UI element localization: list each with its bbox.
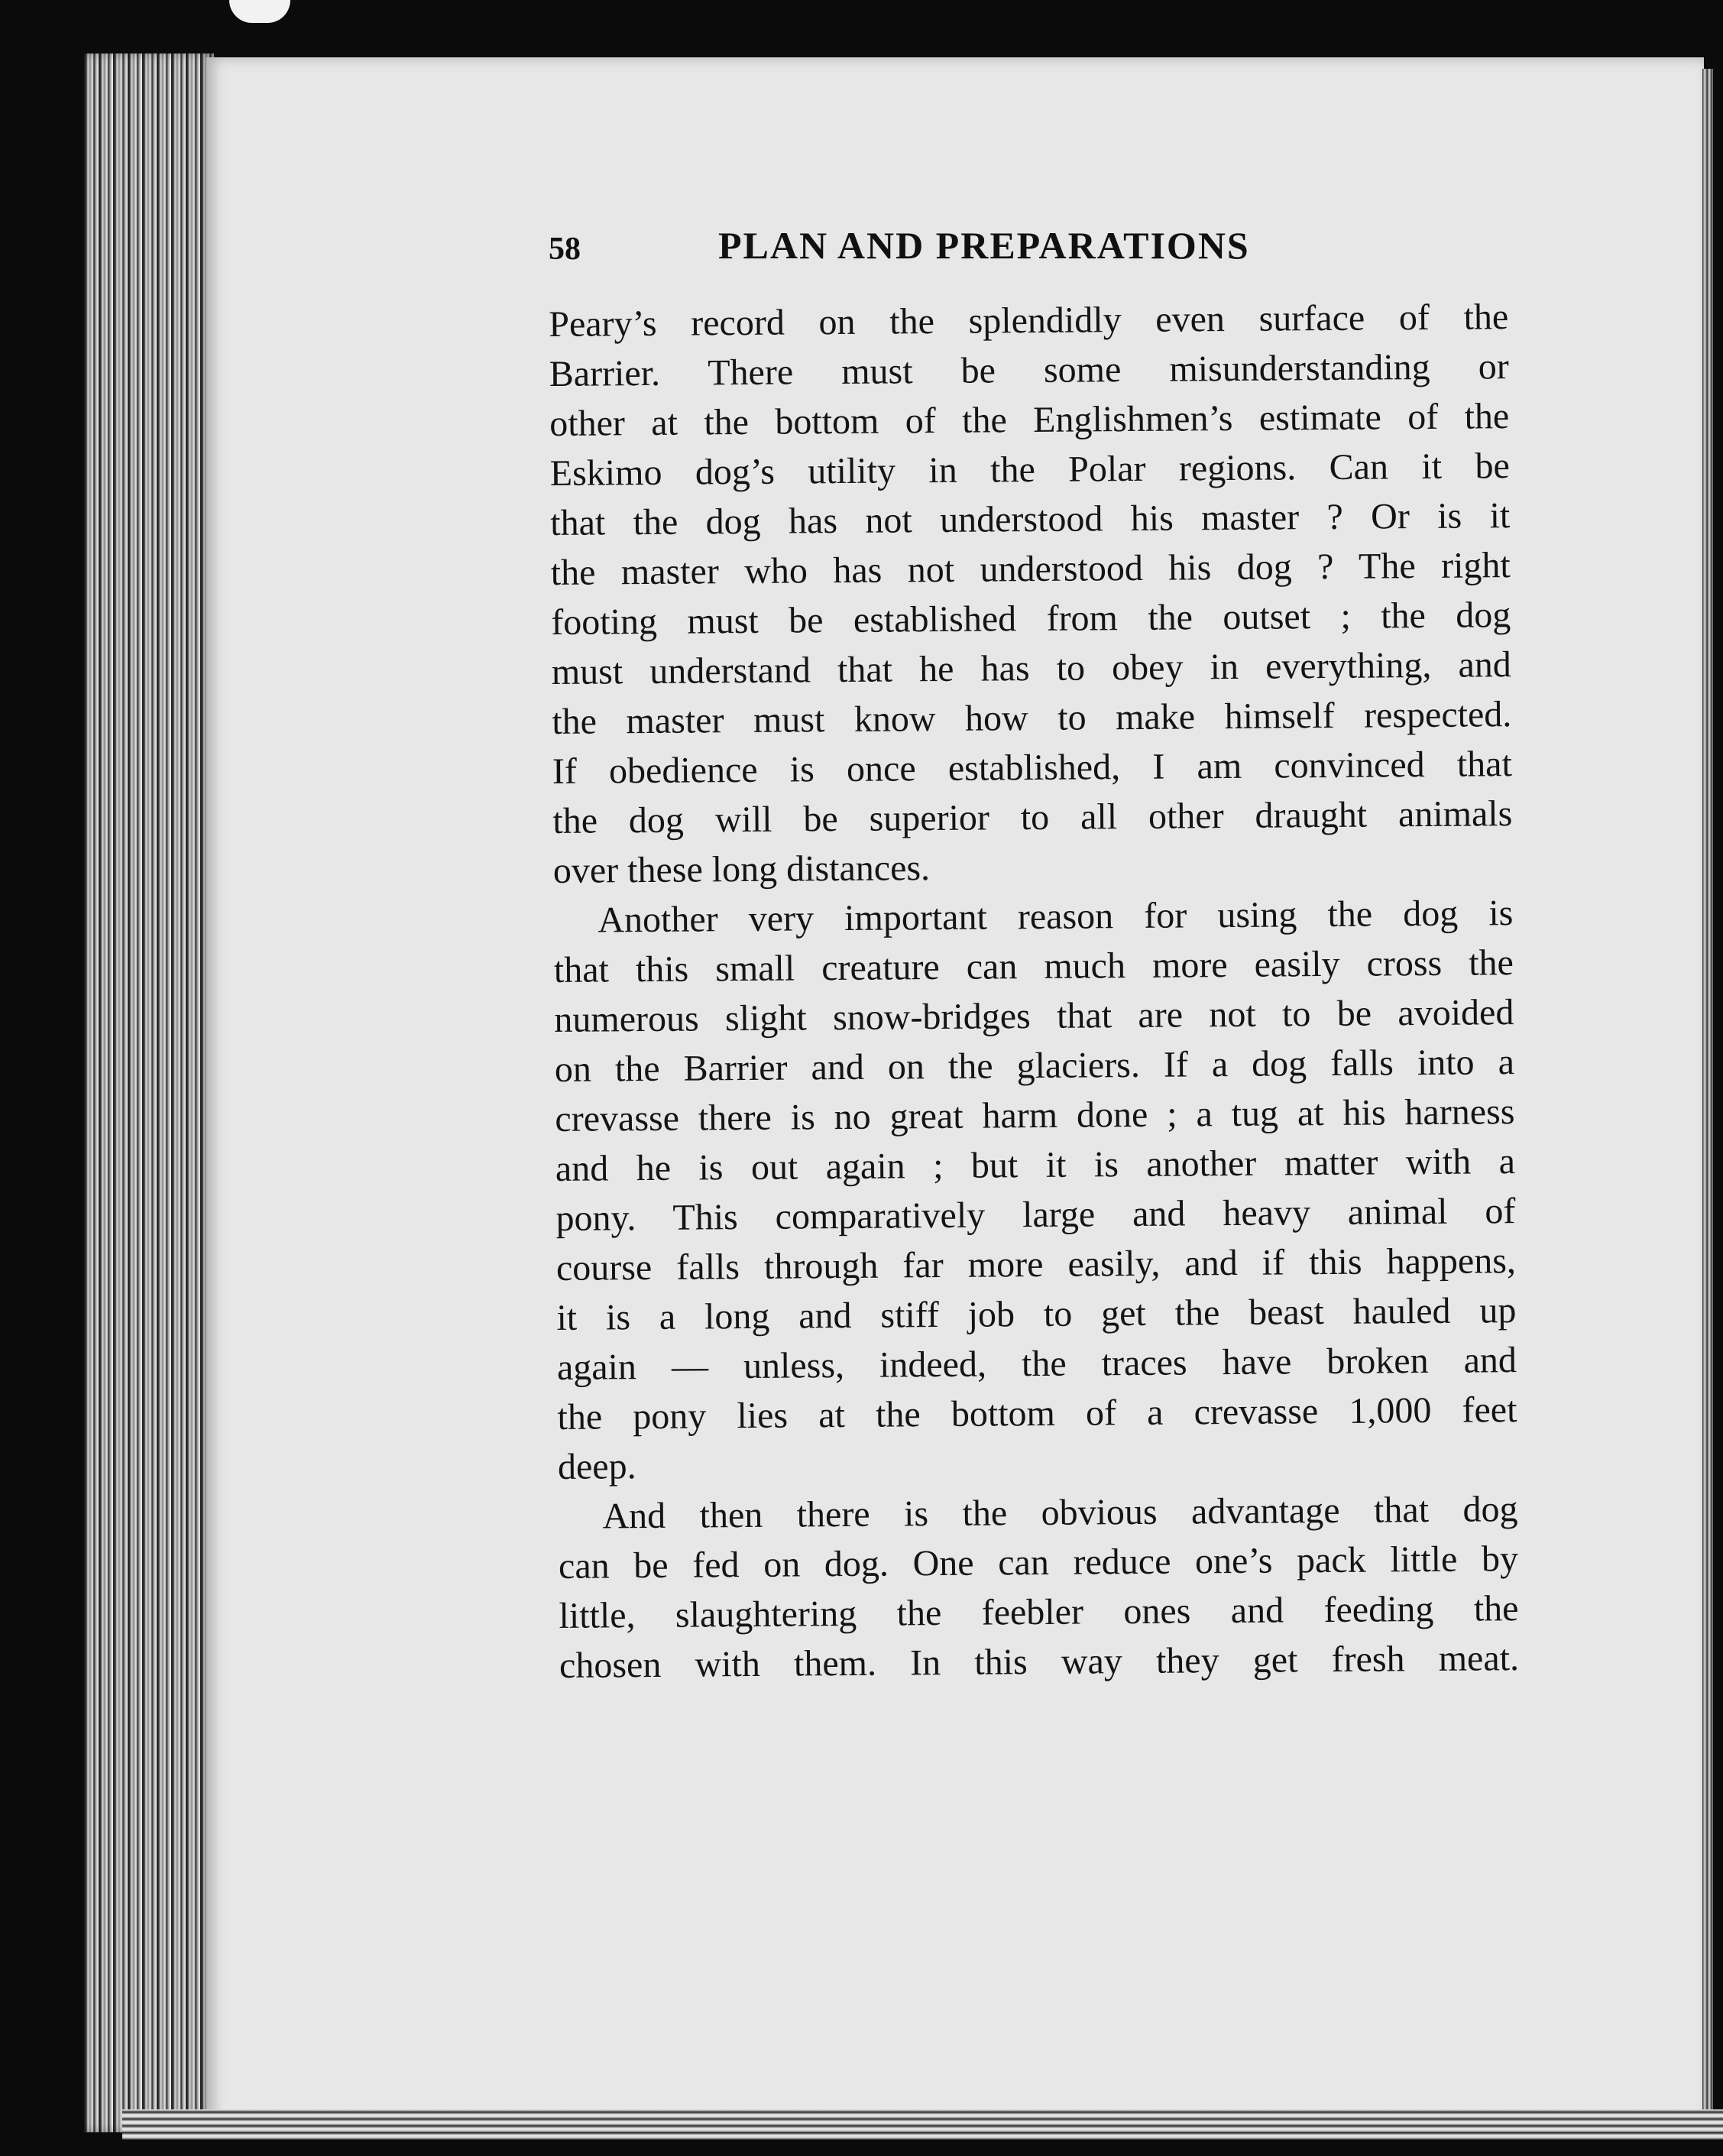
text-line: Peary’s record on the splendidly even surface of the [549, 297, 1509, 345]
text-line: and he is out again ; but it is another matter with a [555, 1141, 1516, 1189]
book-bottom-edge [122, 2109, 1723, 2140]
scan-artifact [229, 0, 290, 23]
text-line: the pony lies at the bottom of a crevasse 1,000 feet [557, 1389, 1517, 1438]
text-line: If obedience is once established, I am convinced that [552, 744, 1513, 792]
text-line: Eskimo dog’s utility in the Polar regions. Can it be [549, 446, 1510, 494]
running-head: PLAN AND PREPARATIONS [718, 224, 1250, 267]
text-line: must understand that he has to obey in everything, and [551, 644, 1511, 692]
text-line: over these long distances. [552, 848, 931, 891]
book-right-edge [1702, 69, 1713, 2132]
text-line: footing must be established from the outset ; the dog [551, 595, 1511, 643]
text-line: it is a long and stiff job to get the beast hauled up [556, 1290, 1517, 1338]
text-line: the dog will be superior to all other draught animals [552, 793, 1513, 841]
text-line: that the dog has not understood his master ? Or is it [550, 495, 1511, 543]
page-number: 58 [549, 232, 581, 267]
text-line: deep. [557, 1446, 636, 1487]
text-line: Another very important reason for using the dog is [598, 893, 1514, 941]
page-header [549, 223, 1343, 269]
book-page-edges [84, 53, 214, 2132]
text-line: And then there is the obvious advantage that dog [602, 1489, 1518, 1537]
text-line: little, slaughtering the feebler ones and feeding the [559, 1588, 1519, 1636]
text-line: course falls through far more easily, and if this happens, [555, 1240, 1517, 1289]
text-line: chosen with them. In this way they get fresh meat. [559, 1638, 1520, 1686]
text-line: can be fed on dog. One can reduce one’s pack little by [558, 1538, 1519, 1587]
text-line: that this small creature can much more easily cross the [553, 942, 1514, 990]
text-line: pony. This comparatively large and heavy animal of [555, 1191, 1516, 1239]
text-line: other at the bottom of the Englishmen’s estimate of the [549, 396, 1510, 444]
body-text [549, 292, 1519, 1691]
text-line: crevasse there is no great harm done ; a tug at his harness [555, 1091, 1515, 1140]
text-line: the master must know how to make himself respected. [552, 694, 1512, 742]
text-line: Barrier. There must be some misunderstanding or [549, 346, 1509, 394]
text-line: again — unless, indeed, the traces have broken and [556, 1340, 1517, 1388]
text-line: numerous slight snow-bridges that are not to be avoided [554, 992, 1514, 1040]
text-line: on the Barrier and on the glaciers. If a dog falls into a [554, 1042, 1515, 1090]
text-line: the master who has not understood his dog ? The right [550, 545, 1511, 593]
